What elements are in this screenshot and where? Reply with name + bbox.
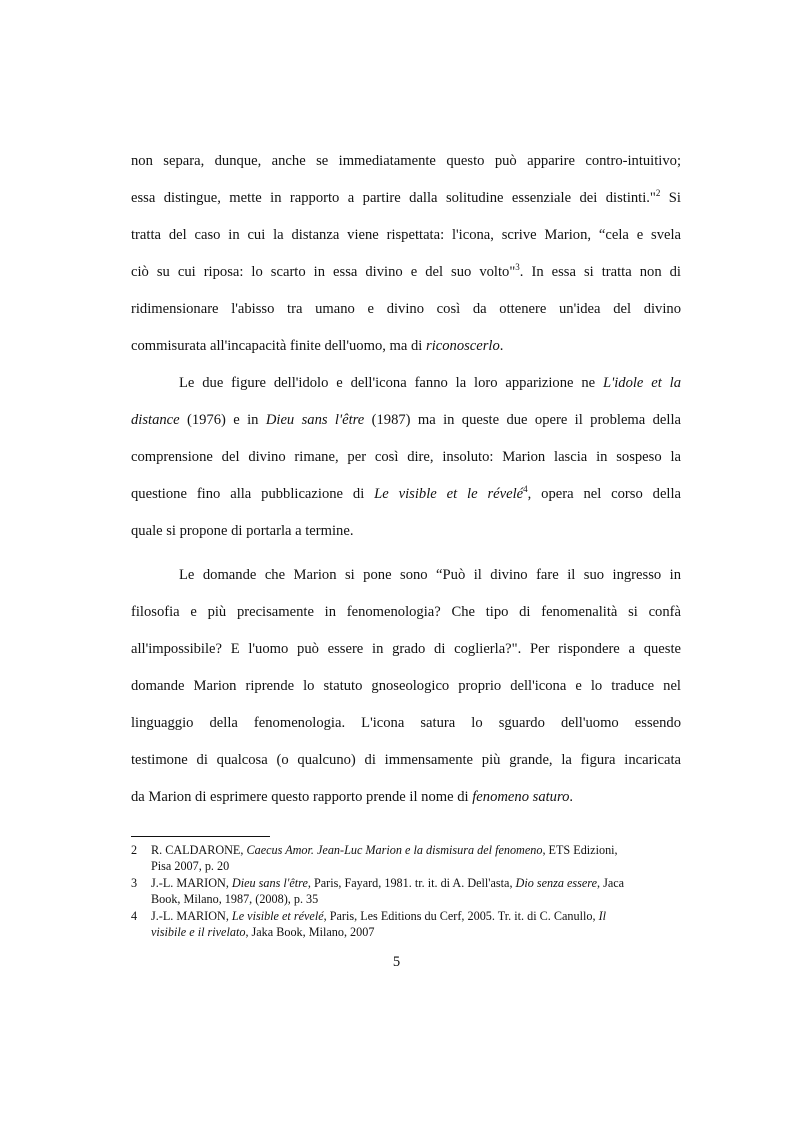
footnote-text: R. CALDARONE, Caecus Amor. Jean-Luc Marion e la dismisura del fenomeno, ETS Edizioni,: [151, 843, 618, 857]
body-line: Le domande che Marion si pone sono “Può il divino fare il suo ingresso in: [179, 567, 681, 583]
body-line: distance (1976) e in Dieu sans l'être (1987) ma in queste due opere il problema della: [131, 412, 681, 428]
footnote-number: 2: [131, 843, 138, 857]
body-line: testimone di qualcosa (o qualcuno) di immensamente più grande, la figura incaricata: [131, 752, 681, 768]
footnote-text: Book, Milano, 1987, (2008), p. 35: [151, 892, 319, 906]
body-line: linguaggio della fenomenologia. L'icona satura lo sguardo dell'uomo essendo: [131, 715, 681, 731]
footnote-number: 3: [131, 876, 138, 890]
body-line: all'impossibile? E l'uomo può essere in grado di coglierla?". Per rispondere a queste: [131, 641, 681, 657]
footnote-number: 4: [131, 909, 138, 923]
body-line: ciò su cui riposa: lo scarto in essa divino e del suo volto"$^3$. In essa si tratta non di: [131, 262, 681, 280]
footnote-separator: [131, 836, 270, 837]
footnote-ref[interactable]: 3: [515, 262, 520, 272]
body-line: tratta del caso in cui la distanza viene rispettata: l'icona, scrive Marion, “cela e svela: [131, 227, 681, 243]
footnote-ref[interactable]: 4: [523, 484, 528, 494]
footnote-text: J.-L. MARION, Le visible et révelé, Paris, Les Editions du Cerf, 2005. Tr. it. di C. Canullo, Il: [151, 909, 607, 923]
footnote-ref[interactable]: 2: [655, 188, 661, 198]
body-line: comprensione del divino rimane, per così dire, insoluto: Marion lascia in sospeso la: [131, 449, 681, 465]
page-number: 5: [392, 954, 401, 970]
body-line: essa distingue, mette in rapporto a partire dalla solitudine essenziale dei distinti."$^2$ Si: [131, 188, 681, 206]
body-line: domande Marion riprende lo statuto gnoseologico proprio dell'icona e lo traduce nel: [131, 678, 681, 694]
footnote-text: visibile e il rivelato, Jaka Book, Milano, 2007: [151, 925, 375, 939]
footnote-text: J.-L. MARION, Dieu sans l'être, Paris, Fayard, 1981. tr. it. di A. Dell'asta, Dio senza essere, Jaca: [151, 876, 625, 890]
body-line: quale si propone di portarla a termine.: [131, 523, 354, 539]
body-line: da Marion di esprimere questo rapporto prende il nome di fenomeno saturo.: [131, 789, 574, 805]
body-line: non separa, dunque, anche se immediatamente questo può apparire contro-intuitivo;: [131, 153, 681, 169]
body-line: questione fino alla pubblicazione di Le visible et le révelé$^4$, opera nel corso della: [131, 484, 682, 502]
footnote-text: Pisa 2007, p. 20: [151, 859, 230, 873]
body-line: ridimensionare l'abisso tra umano e divino così da ottenere un'idea del divino: [131, 301, 681, 317]
body-line: commisurata all'incapacità finite dell'uomo, ma di riconoscerlo.: [131, 338, 504, 354]
body-line: Le due figure dell'idolo e dell'icona fanno la loro apparizione ne L'idole et la: [179, 375, 682, 391]
body-line: filosofia e più precisamente in fenomenologia? Che tipo di fenomenalità si confà: [131, 604, 681, 620]
